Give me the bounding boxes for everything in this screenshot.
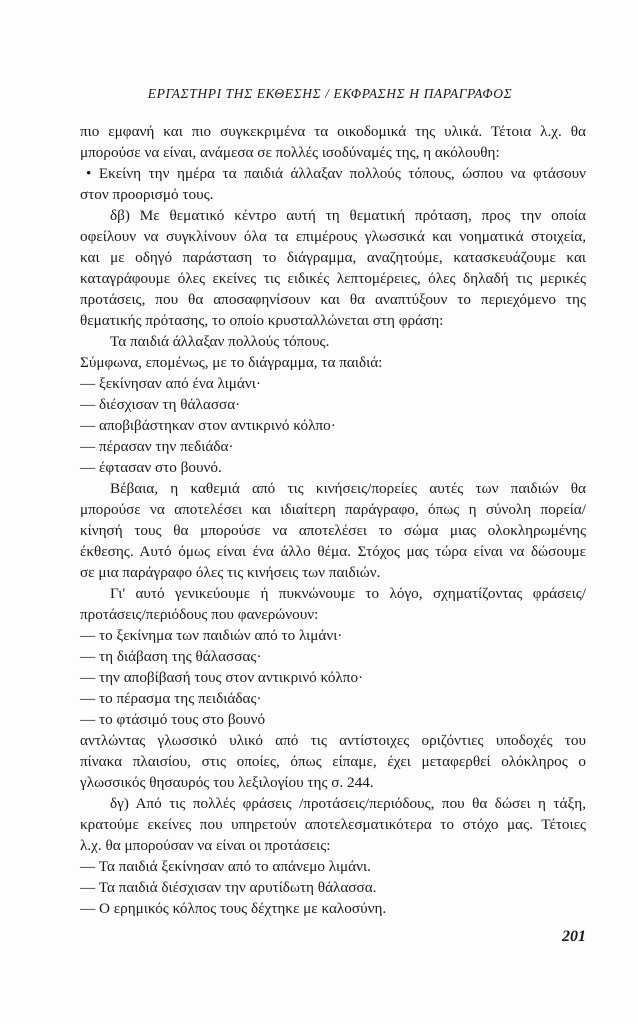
text-line: αντλώντας γλωσσικό υλικό από τις αντίστοιχες οριζόντιες υποδοχές του: [80, 732, 586, 749]
text-line: Γι' αυτό γενικεύουμε ή πυκνώνουμε το λόγο, σχηματίζοντας φράσεις/: [110, 585, 586, 602]
text-line: — το φτάσιμό τους στο βουνό: [80, 711, 266, 728]
text-line: σε μια παράγραφο όλες τις κινήσεις των παιδιών.: [80, 564, 381, 581]
text-line: — τη διάβαση της θάλασσας·: [80, 648, 262, 665]
text-line: στον προορισμό τους.: [80, 186, 214, 203]
text-line: δγ) Από τις πολλές φράσεις /προτάσεις/περιόδους, που θα δώσει η τάξη,: [110, 795, 586, 812]
text-line: Τα παιδιά άλλαξαν πολλούς τόπους.: [110, 333, 330, 350]
page-number: 201: [562, 928, 586, 945]
text-line: • Εκείνη την ημέρα τα παιδιά άλλαξαν πολλούς τόπους, ώσπου να φτάσουν: [86, 165, 586, 182]
text-line: — Τα παιδιά ξεκίνησαν από το απάνεμο λιμάνι.: [80, 858, 371, 875]
text-line: πίνακα πλαισίου, στις οποίες, όπως είπαμε, έχει μεταφερθεί ολόκληρος ο: [80, 753, 586, 770]
text-line: προτάσεις/περιόδους που φανερώνουν:: [80, 606, 319, 623]
text-line: έκθεσης. Αυτό όμως είναι ένα άλλο θέμα. Στόχος μας τώρα είναι να δώσουμε: [80, 543, 586, 560]
text-line: και με οδηγό παράσταση το διάγραμμα, αναζητούμε, κατασκευάζουμε και: [80, 249, 586, 266]
text-line: — το πέρασμα της πειδιάδας·: [80, 690, 262, 707]
text-line: — το ξεκίνημα των παιδιών από το λιμάνι·: [80, 627, 343, 644]
text-line: Σύμφωνα, επομένως, με το διάγραμμα, τα παιδιά:: [80, 354, 383, 371]
text-line: — αποβιβάστηκαν στον αντικρινό κόλπο·: [80, 417, 336, 434]
text-line: μπορούσε να είναι, ανάμεσα σε πολλές ισοδύναμές της, η ακόλουθη:: [80, 144, 500, 161]
text-line: θεματικής πρότασης, το οποίο κρυσταλλώνεται στη φράση:: [80, 312, 444, 329]
text-line: — έφτασαν στο βουνό.: [80, 459, 222, 476]
text-line: δβ) Με θεματικό κέντρο αυτή τη θεματική πρόταση, προς την οποία: [110, 207, 586, 224]
text-line: — ξεκίνησαν από ένα λιμάνι·: [80, 375, 261, 392]
text-line: — Τα παιδιά διέσχισαν την αρυτίδωτη θάλασσα.: [80, 879, 377, 896]
page-body-text: [80, 121, 586, 919]
text-line: πιο εμφανή και πιο συγκεκριμένα τα οικοδομικά της υλικά. Τέτοια λ.χ. θα: [80, 123, 586, 140]
text-line: κρατούμε εκείνες που υπηρετούν αποτελεσματικότερα το στόχο μας. Τέτοιες: [80, 816, 586, 833]
text-line: προτάσεις, που θα αποσαφηνίσουν και θα αναπτύξουν το περιεχόμενο της: [80, 291, 586, 308]
text-line: — την αποβίβασή τους στον αντικρινό κόλπο·: [80, 669, 364, 686]
text-line: γλωσσικός θησαυρός του λεξιλογίου της σ. 244.: [80, 774, 374, 791]
text-line: — πέρασαν την πεδιάδα·: [80, 438, 234, 455]
running-header: ΕΡΓΑΣΤΗΡΙ ΤΗΣ ΕΚΘΕΣΗΣ / ΕΚΦΡΑΣΗΣ Η ΠΑΡΑΓΡΑΦΟΣ: [147, 86, 513, 101]
text-line: μπορούσε να αποτελέσει και ιδιαίτερη παράγραφο, όπως η σύνολη πορεία/: [80, 501, 586, 518]
text-line: — Ο ερημικός κόλπος τους δέχτηκε με καλοσύνη.: [80, 900, 387, 917]
text-line: καταγράφουμε όλες εκείνες τις ειδικές λεπτομέρειες, όλες δηλαδή τις μερικές: [80, 270, 586, 287]
text-line: κίνησή τους θα μπορούσε να αποτελέσει το σώμα μιας ολοκληρωμένης: [80, 522, 586, 539]
text-line: λ.χ. θα μπορούσαν να είναι οι προτάσεις:: [80, 837, 331, 854]
text-line: οφείλουν να συγκλίνουν όλα τα επιμέρους γλωσσικά και νοηματικά στοιχεία,: [80, 228, 586, 245]
text-line: — διέσχισαν τη θάλασσα·: [80, 396, 241, 413]
text-line: Βέβαια, η καθεμιά από τις κινήσεις/πορείες αυτές των παιδιών θα: [110, 480, 586, 497]
